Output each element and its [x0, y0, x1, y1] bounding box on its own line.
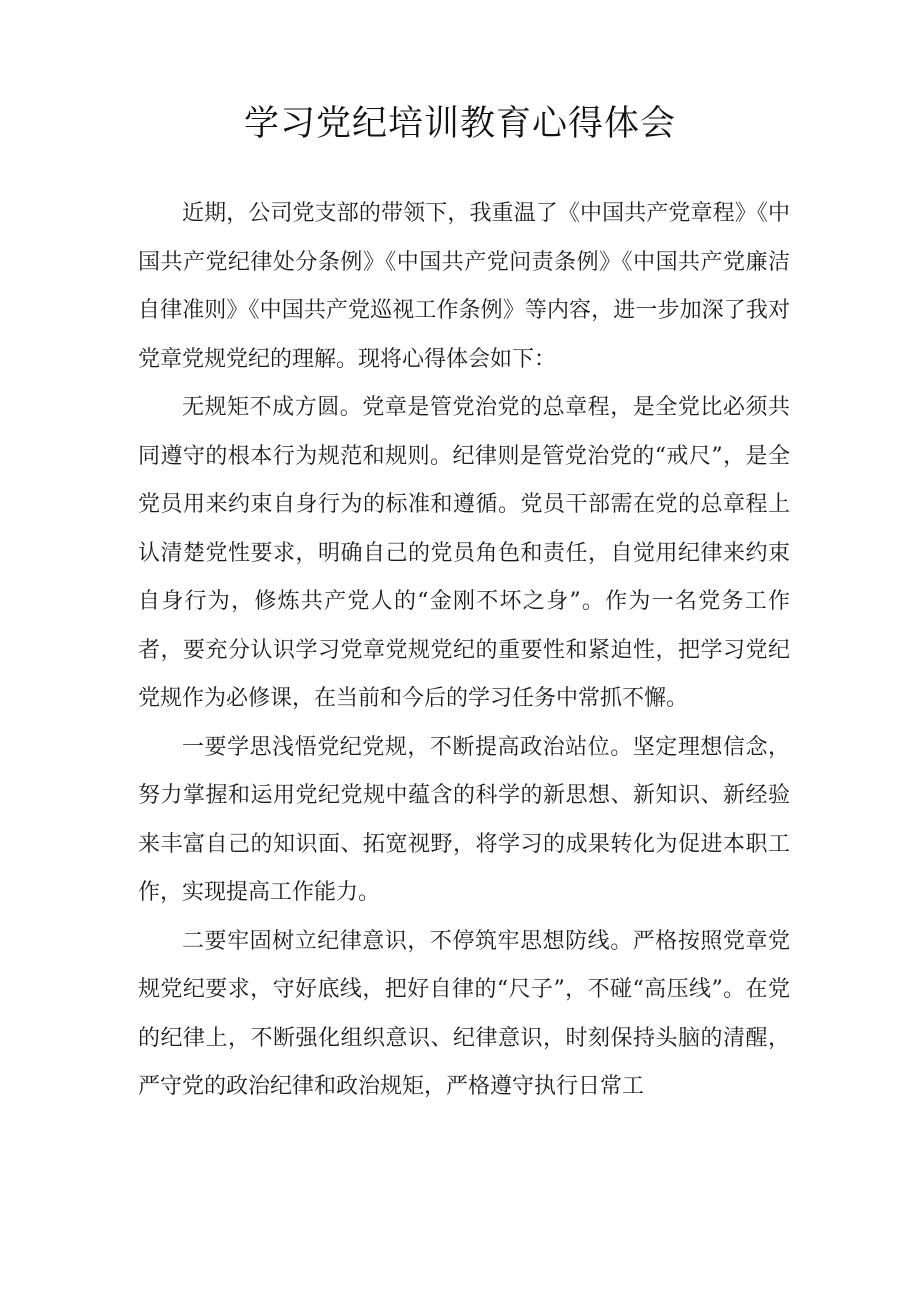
paragraph-rules: 无规矩不成方圆。党章是管党治党的总章程，是全党比必须共同遵守的根本行为规范和规则。纪律则是管党治党的“戒尺”，是全党员用来约束自身行为的标准和遵循。党员干部需在党的总章程上认清楚党性要求，明确自己的党员角色和责任，自觉用纪律来约束自身行为，修炼共产党人的“金刚不坏之身”。作为一名党务工作者，要充分认识学习党章党规党纪的重要性和紧迫性，把学习党纪党规作为必修课，在当前和今后的学习任务中常抓不懈。: [138, 395, 790, 711]
document-body: [138, 190, 790, 1112]
document-title: 学习党纪培训教育心得体会: [243, 104, 676, 144]
paragraph-point-one: 一要学思浅悟党纪党规，不断提高政治站位。坚定理想信念，努力掌握和运用党纪党规中蕴含的科学的新思想、新知识、新经验来丰富自己的知识面、拓宽视野，将学习的成果转化为促进本职工作，实现提高工作能力。: [138, 734, 790, 905]
paragraph-intro: 近期，公司党支部的带领下，我重温了《中国共产党章程》《中国共产党纪律处分条例》《中国共产党问责条例》《中国共产党廉洁自律准则》《中国共产党巡视工作条例》等内容，进一步加深了我对党章党规党纪的理解。现将心得体会如下：: [138, 201, 790, 372]
paragraph-point-two: 二要牢固树立纪律意识，不停筑牢思想防线。严格按照党章党规党纪要求，守好底线，把好自律的“尺子”，不碰“高压线”。在党的纪律上，不断强化组织意识、纪律意识，时刻保持头脑的清醒，严守党的政治纪律和政治规矩，严格遵守执行日常工: [138, 928, 790, 1099]
